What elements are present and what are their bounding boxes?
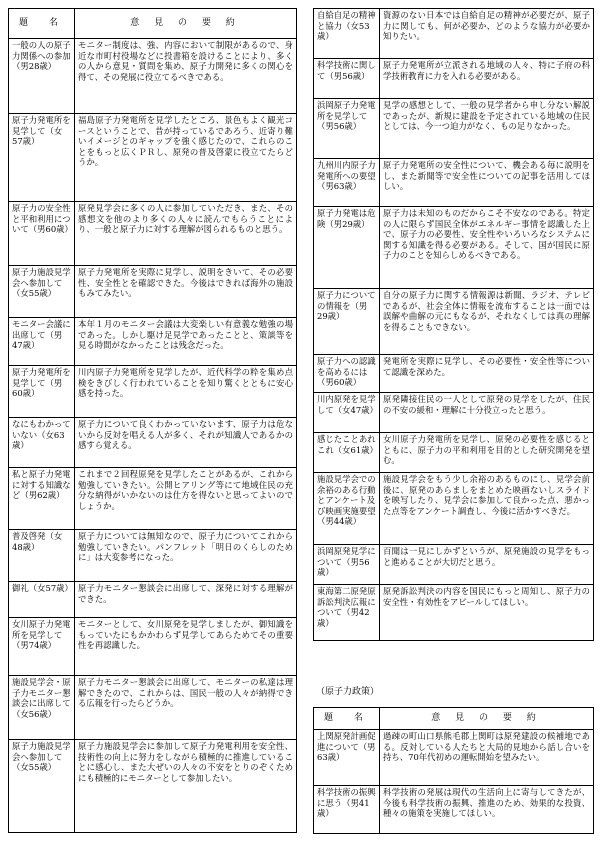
table-row-opinion: 自分の原子力に関する情報源は新聞、ラジオ、テレビであるが、社会全体に情報を流布することは一面では誤解や曲解の元にもなるが、それなくしては真の理解を得ることもできない。 — [380, 289, 594, 355]
table-row-opinion: 原子力施設見学会に参加して原子力発電利用を安全性、技術性の向上に努力をしながら積極的に推進していることに感心し、また大ぜいの人々の不安をとりのぞくためにも積極的にモニターとして参加したい。 — [75, 740, 297, 833]
table-row-title: 原子力への認識を高めるには（男60歳） — [314, 355, 380, 393]
table-row-title: 自給自足の精神と協力（女53歳） — [314, 9, 380, 59]
table-row-opinion: 原子力モニター懇談会に出席して、モニターの私達は理解できたので、これからは、国民一般の人々が納得できる広報を行ったらどうか。 — [75, 676, 297, 740]
table-row-opinion: 原発隣接住民の一人として原発の見学をしたが、住民の不安の緩和・理解に十分役立ったと思う。 — [380, 393, 594, 433]
table-row-title: 普及啓発（女48歳） — [9, 530, 75, 582]
table-row-title: 御礼（女57歳） — [9, 582, 75, 618]
opinion-table-left — [8, 8, 297, 833]
table-row-opinion: 百聞は一見にしかずというが、原発施設の見学をもっと進めることが大切だと思う。 — [380, 545, 594, 585]
table-row-opinion: 施設見学会をもう少し余裕のあるものにし、見学会前後に、原発のあらましをまとめた映画ないしスライドを映写したり、見学会に参加して良かった点、悪かった点等をアンケート調査し、今後に活かすべきだ。 — [380, 473, 594, 545]
table-row-title: 浜岡原発見学について（男56歳） — [314, 545, 380, 585]
table-row-opinion: 原子力発電所を実際に見学し、説明をきいて、その必要性、安全性とを確認できた。今後はできれば海外の施設もみてみたい。 — [75, 266, 297, 318]
table-row-opinion: 原発訴訟判決の内容を国民にもっと周知し、原子力の安全性・有効性をアピールしてほしい。 — [380, 585, 594, 641]
table-row-title: 原子力発電は危険（男29歳） — [314, 207, 380, 289]
opinion-column-header: 意 見 の 要 約 — [75, 9, 297, 39]
table-row-opinion: 見学の感想として、一般の見学者から申し分ない解説であったが、新規に建設を予定されている地域の住民としては、今一つ迫力がなく、もの足りなかった。 — [380, 99, 594, 159]
table-row-title: 私と原子力発電に対する知識など（男62歳） — [9, 468, 75, 530]
table-row-opinion: 発電所を実際に見学し、その必要性・安全性等について認識を深めた。 — [380, 355, 594, 393]
table-row-title: 東海第二原発原訴訟判決広報について（男42歳） — [314, 585, 380, 641]
table-row-title: 浜岡原子力発電所を見学して（男56歳） — [314, 99, 380, 159]
table-row-opinion: 原発見学会に多くの人に参加していただき、また、その感想文を他のより多くの人々に読んでもらうことにより、一般と原子力に対する理解が図られるものと思う。 — [75, 202, 297, 266]
table-row-title: 原子力施設見学会へ参加して（女55歳） — [9, 740, 75, 833]
table-row-title: 施設見学会・原子力モニター懇談会に出席して（女56歳） — [9, 676, 75, 740]
table-row-opinion: 科学技術の発展は現代の生活向上に寄与してきたが、今後も科学技術の振興、推進のため、効果的な投資、種々の施策を実施してほしい。 — [380, 786, 594, 834]
table-row-title: 科学技術に関して（男56歳） — [314, 59, 380, 99]
table-row-opinion: 福島原子力発電所を見学したところ、景色もよく観光コースということで、昔が持っているであろう、近寄り難いイメージとのギャップを強く感じたので、これらのことをもっと広くＰＲし、原発の普及啓蒙に役立てたらどうか。 — [75, 114, 297, 202]
table-row-title: モニター会議に出席して（男47歳） — [9, 318, 75, 366]
table-row-opinion: 過疎の町山口県熊毛郡上関町は原発建設の候補地である。反対している人たちと大局的見地から話し合いを持ち、70年代初めの運転開始を望みたい。 — [380, 730, 594, 786]
table-row-title: 科学技術の振興に思う（男41歳） — [314, 786, 380, 834]
table-row-title: なにもわかっていない（女63歳） — [9, 418, 75, 468]
table-row-title: 一般の人の原子力関係への参加（男28歳） — [9, 39, 75, 114]
table-row-title: 原子力発電所を見学して（女57歳） — [9, 114, 75, 202]
table-row-opinion: 資源のない日本では自給自足の精神が必要だが、原子力に関しても、何が必要か、どのような協力が必要か知りたい。 — [380, 9, 594, 59]
table-row-title: 原子力発電所を見学して（男60歳） — [9, 366, 75, 418]
table-row-title: 原子力施設見学会へ参加して（女55歳） — [9, 266, 75, 318]
table-row-title: 九州川内原子力発電所への要望（男63歳） — [314, 159, 380, 207]
table-row-opinion: 原子力については無知なので、原子力についてこれから勉強していきたい。パンフレット「明日のくらしのために」は大変参考になった。 — [75, 530, 297, 582]
table-row-opinion: モニターとして、女川原発を見学しましたが、御知識をもっていたにもかかわらず見学してあらためてその重要性を再認識した。 — [75, 618, 297, 676]
table-row-opinion: これまで２回程原発を見学したことがあるが、これから勉強していきたい。公開ヒアリング等にて地域住民の充分な納得がいかないのは仕方を得ないと思ってよいのでしょうか。 — [75, 468, 297, 530]
table-row-opinion: 本年１月のモニター会議は大変楽しい有意義な勉強の場であった。しかし駆け足見学であったことと、策談等を見る時間がなかったことは残念だった。 — [75, 318, 297, 366]
table-row-title: 川内原発を見学して（女47歳） — [314, 393, 380, 433]
table-row-opinion: 原子力は未知のものだからこそ不安なのである。特定の人に限らず国民全体がエネルギー事情を認識した上で、原子力の必要性、安全性やいろいろなシステムに関する知識を得る必要がある。そして、国が国民に原子力のことを知らしめるべきである。 — [380, 207, 594, 289]
table-row-opinion: モニター制度は、強、内容において制限があるので、身近な市町村役場などに投書箱を設けることにより、多くの人から意見・質問を集め、原子力開発に多くの関心を得て、その発展に役立てるべきである。 — [75, 39, 297, 114]
title-column-header: 題 名 — [9, 9, 75, 39]
title-column-header: 題 名 — [314, 708, 380, 730]
table-row-title: 女川原子力発電所を見学して（男74歳） — [9, 618, 75, 676]
table-row-title: 原子力の安全性と平和利用について（男60歳） — [9, 202, 75, 266]
opinion-table-policy — [313, 707, 594, 834]
table-row-opinion: 女川原子力発電所を見学し、原発の必要性を感じるとともに、原子力の平和利用を目的とした研究開発を望む。 — [380, 433, 594, 473]
table-row-opinion: 原子力モニター懇談会に出席して、深発に対する理解ができた。 — [75, 582, 297, 618]
table-row-title: 感じたことあれこれ（女61歳） — [314, 433, 380, 473]
opinion-table-right — [313, 8, 594, 641]
opinion-column-header: 意 見 の 要 約 — [380, 708, 594, 730]
section-heading-policy: （原子力政策） — [316, 687, 380, 697]
table-row-opinion: 原子力発電所の安全性について、機会ある毎に説明をし、また新聞等で安全性についての記事を活用してほしい。 — [380, 159, 594, 207]
table-row-title: 施設見学会での余裕のある行動とアンケート及び映画実施要望（男44歳） — [314, 473, 380, 545]
table-row-opinion: 原子力発電所が立派される地域の人々、特に子府の科学技術教育に力を入れる必要がある。 — [380, 59, 594, 99]
table-row-title: 上関原発計画促進について（男63歳） — [314, 730, 380, 786]
table-row-title: 原子力についての情報を（男29歳） — [314, 289, 380, 355]
table-row-opinion: 原子力について良くわかっていないます、原子力は危ないから反対を唱える人が多く、それが知識人であるかの感すら覚える。 — [75, 418, 297, 468]
table-row-opinion: 川内原子力発電所を見学したが、近代科学の粋を集め点検をきびしく行われていることを知り驚くとともに安心感を持った。 — [75, 366, 297, 418]
